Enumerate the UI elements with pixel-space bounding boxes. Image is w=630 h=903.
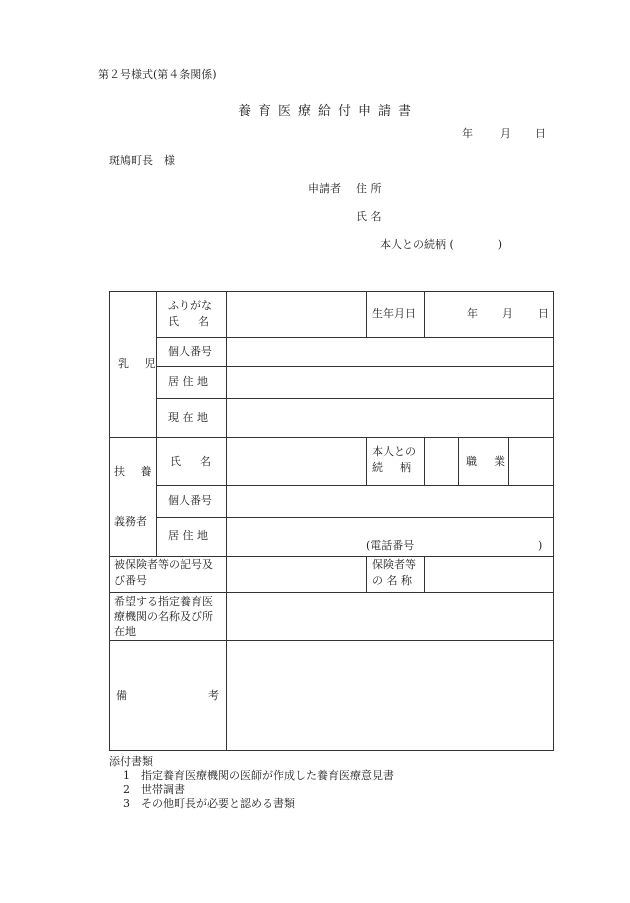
infant-birthdate-label: 生年月日 xyxy=(372,307,416,320)
applicant-address-label: 住 所 xyxy=(356,182,382,195)
guardian-relation-label-line1: 本人との xyxy=(372,445,416,458)
hospital-label-line1: 希望する指定養育医 xyxy=(114,595,213,608)
applicant-label: 申請者 xyxy=(308,182,341,195)
addressee: 斑鳩町長 様 xyxy=(109,154,175,167)
date-year: 年 xyxy=(462,127,473,140)
infant-furigana-label: ふりがな xyxy=(168,299,212,312)
attachments-heading: 添付書類 xyxy=(109,755,153,768)
attachment-item: 1 指定養育医療機関の医師が作成した養育医療意見書 xyxy=(123,769,394,782)
infant-name-value[interactable] xyxy=(230,296,362,334)
remarks-label-char1: 備 xyxy=(116,689,127,702)
insurer-name-label-line1: 保険者等 xyxy=(372,558,416,571)
guardian-name-label: 氏 名 xyxy=(170,455,215,468)
applicant-relation-label: 本人との続柄 ( ) xyxy=(380,238,503,251)
guardian-residence-label: 居 住 地 xyxy=(168,529,208,542)
application-table xyxy=(109,291,554,751)
form-number: 第２号様式(第４条関係) xyxy=(98,68,217,81)
date-month: 月 xyxy=(500,127,511,140)
birth-month-label: 月 xyxy=(502,307,513,320)
guardian-personal-number-label: 個人番号 xyxy=(168,494,212,507)
hospital-label-line3: 在地 xyxy=(114,625,136,638)
guardian-phone-label: (電話番号 xyxy=(366,539,415,552)
infant-name-label: 氏 名 xyxy=(168,315,213,328)
page-title: 養育医療給付申請書 xyxy=(238,104,419,119)
guardian-relation-label-line2: 続 柄 xyxy=(372,461,414,474)
insured-number-label-line1: 被保険者等の記号及 xyxy=(114,558,213,571)
birth-year-label: 年 xyxy=(467,307,478,320)
attachment-item: 2 世帯調書 xyxy=(123,783,185,796)
remarks-label-char2: 考 xyxy=(208,689,219,702)
insurer-name-label-line2: の 名 称 xyxy=(372,574,412,587)
infant-personal-number-label: 個人番号 xyxy=(168,345,212,358)
guardian-occupation-label: 職 業 xyxy=(466,455,508,468)
insured-number-label-line2: び番号 xyxy=(114,574,147,587)
infant-residence-label: 居 住 地 xyxy=(168,375,208,388)
date-day: 日 xyxy=(535,127,546,140)
guardian-label-line1: 扶 養 xyxy=(114,465,158,478)
infant-label: 乳 児 xyxy=(118,357,162,370)
infant-current-location-label: 現 在 地 xyxy=(168,411,208,424)
guardian-phone-close: ) xyxy=(538,539,543,552)
birth-day-label: 日 xyxy=(538,307,549,320)
applicant-name-label: 氏 名 xyxy=(356,210,382,223)
guardian-label-line2: 義務者 xyxy=(114,515,147,528)
attachment-item: 3 その他町長が必要と認める書類 xyxy=(123,797,295,810)
hospital-label-line2: 療機関の名称及び所 xyxy=(114,610,213,623)
